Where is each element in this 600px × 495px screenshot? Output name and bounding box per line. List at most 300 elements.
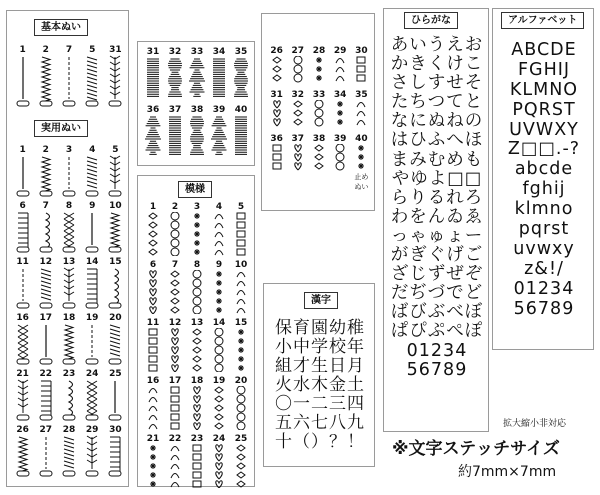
alphabet-row: 56789 bbox=[513, 298, 575, 319]
jitsuyo-stitch-glyph bbox=[60, 435, 78, 477]
moyo-stitch-number: 6 bbox=[149, 260, 157, 270]
moyo-stitch-6 bbox=[142, 260, 164, 314]
decor-stitch-number: 32 bbox=[168, 47, 182, 57]
kihon-stitch-7 bbox=[57, 45, 80, 107]
kihon-title: 基本ぬい bbox=[34, 19, 88, 36]
jitsuyo-stitch-number: 16 bbox=[16, 313, 29, 323]
hiragana-row: らりるれろ bbox=[390, 187, 484, 208]
mini-stitch-panel bbox=[261, 13, 375, 211]
jitsuyo-stitch-13 bbox=[57, 257, 80, 309]
mini-stitch-glyph bbox=[290, 56, 306, 84]
kihon-stitch-number: 1 bbox=[19, 45, 26, 55]
decor-stitch-34 bbox=[208, 47, 230, 99]
jitsuyo-stitch-12 bbox=[34, 257, 57, 309]
moyo-stitch-number: 8 bbox=[193, 260, 201, 270]
moyo-stitch-number: 18 bbox=[190, 376, 204, 386]
decor-stitch-31 bbox=[142, 47, 164, 99]
decor-stitch-number: 40 bbox=[234, 105, 248, 115]
jitsuyo-stitch-30 bbox=[104, 425, 127, 477]
decor-stitch-38 bbox=[186, 105, 208, 157]
moyo-stitch-9 bbox=[208, 260, 230, 314]
moyo-stitch-glyph bbox=[210, 328, 228, 372]
jitsuyo-stitch-glyph bbox=[37, 155, 55, 197]
hiragana-row: 56789 bbox=[406, 359, 468, 380]
jitsuyo-stitch-24 bbox=[81, 369, 104, 421]
decor-stitch-glyph bbox=[144, 57, 162, 99]
jitsuyo-stitch-glyph bbox=[14, 155, 32, 197]
kihon-stitch-number: 5 bbox=[89, 45, 96, 55]
mini-stitch-glyph bbox=[353, 56, 369, 84]
hiragana-row: さしすせそ bbox=[390, 73, 484, 94]
hiragana-panel bbox=[383, 8, 489, 432]
alphabet-panel bbox=[492, 8, 594, 350]
moyo-stitch-glyph bbox=[166, 270, 184, 314]
jitsuyo-stitch-glyph bbox=[106, 211, 124, 253]
alphabet-row: abcde bbox=[514, 159, 574, 180]
stop-stitch-label: 止め ぬい bbox=[354, 173, 369, 191]
moyo-stitch-5 bbox=[230, 202, 252, 256]
hiragana-row: ざじずぜぞ bbox=[390, 264, 484, 285]
hiragana-row: っゃゅょー bbox=[390, 225, 484, 246]
alphabet-row: 01234 bbox=[513, 278, 575, 299]
jitsuyo-stitch-glyph bbox=[37, 211, 55, 253]
hiragana-row: わをんゐゑ bbox=[390, 206, 484, 227]
kanji-row: 火水木金土 bbox=[275, 375, 365, 395]
kanji-row: 保育園幼稚 bbox=[275, 318, 365, 338]
jitsuyo-stitch-glyph bbox=[60, 211, 78, 253]
moyo-stitch-glyph bbox=[232, 444, 250, 488]
jitsuyo-grid bbox=[11, 145, 127, 477]
jitsuyo-stitch-number: 22 bbox=[39, 369, 53, 379]
decor-stitch-glyph bbox=[166, 115, 184, 157]
decor-stitch-number: 31 bbox=[146, 47, 160, 57]
moyo-stitch-glyph bbox=[144, 328, 162, 372]
mini-stitch-glyph bbox=[353, 144, 369, 172]
moyo-stitch-glyph bbox=[166, 212, 184, 256]
jitsuyo-stitch-number: 1 bbox=[19, 145, 26, 155]
moyo-stitch-number: 11 bbox=[146, 318, 160, 328]
moyo-stitch-number: 24 bbox=[212, 434, 226, 444]
mini-stitch-37 bbox=[287, 134, 308, 192]
moyo-stitch-number: 2 bbox=[171, 202, 179, 212]
jitsuyo-stitch-21 bbox=[11, 369, 34, 421]
moyo-stitch-glyph bbox=[232, 386, 250, 430]
alphabet-title: アルファベット bbox=[501, 12, 584, 29]
jitsuyo-stitch-glyph bbox=[83, 155, 101, 197]
jitsuyo-stitch-number: 12 bbox=[39, 257, 53, 267]
mini-stitch-36 bbox=[266, 134, 287, 192]
decor-stitch-number: 34 bbox=[212, 47, 226, 57]
jitsuyo-stitch-glyph bbox=[14, 267, 32, 309]
decor-top-panel bbox=[137, 41, 255, 166]
jitsuyo-stitch-glyph bbox=[37, 323, 55, 365]
mini-stitch-number: 33 bbox=[312, 90, 326, 100]
jitsuyo-stitch-number: 25 bbox=[109, 369, 122, 379]
jitsuyo-stitch-glyph bbox=[60, 155, 78, 197]
jitsuyo-stitch-5 bbox=[104, 145, 127, 197]
alphabet-row: pqrst bbox=[518, 219, 570, 240]
moyo-stitch-17 bbox=[164, 376, 186, 430]
decor-stitch-number: 37 bbox=[168, 105, 182, 115]
moyo-stitch-glyph bbox=[210, 212, 228, 256]
char-stitch-size-note: ※文字ステッチサイズ bbox=[392, 439, 560, 459]
kanji-row: 〇一二三四 bbox=[275, 394, 365, 414]
moyo-stitch-glyph bbox=[144, 212, 162, 256]
alphabet-row: z&!/ bbox=[524, 258, 564, 279]
moyo-stitch-number: 3 bbox=[193, 202, 201, 212]
jitsuyo-stitch-11 bbox=[11, 257, 34, 309]
hiragana-row: ばびぶべぼ bbox=[390, 302, 484, 323]
mini-stitch-33 bbox=[308, 90, 329, 128]
kihon-stitch-glyph bbox=[83, 55, 101, 107]
moyo-stitch-glyph bbox=[232, 328, 250, 372]
jitsuyo-stitch-number: 27 bbox=[39, 425, 53, 435]
moyo-stitch-3 bbox=[186, 202, 208, 256]
jitsuyo-stitch-number: 11 bbox=[16, 257, 29, 267]
decor-stitch-glyph bbox=[232, 115, 250, 157]
mini-stitch-40 bbox=[351, 134, 372, 192]
moyo-stitch-number: 21 bbox=[146, 434, 160, 444]
jitsuyo-stitch-number: 10 bbox=[109, 201, 122, 211]
mini-stitch-glyph bbox=[269, 144, 285, 172]
jitsuyo-stitch-4 bbox=[81, 145, 104, 197]
kihon-stitch-number: 2 bbox=[42, 45, 49, 55]
jitsuyo-stitch-glyph bbox=[37, 435, 55, 477]
mini-grid bbox=[266, 46, 372, 192]
char-size-value: 約7mm×7mm bbox=[458, 464, 557, 480]
mini-stitch-number: 32 bbox=[291, 90, 305, 100]
alphabet-row: PQRST bbox=[512, 99, 576, 120]
mini-stitch-27 bbox=[287, 46, 308, 84]
mini-stitch-34 bbox=[330, 90, 351, 128]
mini-stitch-39 bbox=[330, 134, 351, 192]
mini-stitch-number: 38 bbox=[312, 134, 326, 144]
jitsuyo-stitch-glyph bbox=[14, 323, 32, 365]
moyo-stitch-number: 20 bbox=[234, 376, 248, 386]
jitsuyo-stitch-number: 9 bbox=[89, 201, 96, 211]
moyo-stitch-12 bbox=[164, 318, 186, 372]
mini-stitch-35 bbox=[351, 90, 372, 128]
mini-stitch-26 bbox=[266, 46, 287, 84]
alphabet-grid bbox=[499, 42, 589, 318]
hiragana-row: がぎぐげご bbox=[390, 245, 484, 266]
jitsuyo-stitch-glyph bbox=[106, 323, 124, 365]
mini-stitch-38 bbox=[308, 134, 329, 192]
moyo-stitch-glyph bbox=[210, 444, 228, 488]
kanji-row: 組才生日月 bbox=[275, 356, 365, 376]
mini-stitch-number: 34 bbox=[333, 90, 347, 100]
jitsuyo-stitch-26 bbox=[11, 425, 34, 477]
jitsuyo-stitch-27 bbox=[34, 425, 57, 477]
moyo-stitch-number: 12 bbox=[168, 318, 182, 328]
mini-stitch-glyph bbox=[290, 100, 306, 128]
alphabet-row: UVWXY bbox=[509, 119, 579, 140]
moyo-stitch-number: 13 bbox=[190, 318, 204, 328]
jitsuyo-stitch-23 bbox=[57, 369, 80, 421]
moyo-stitch-1 bbox=[142, 202, 164, 256]
mini-stitch-glyph bbox=[332, 56, 348, 84]
kihon-stitch-glyph bbox=[60, 55, 78, 107]
moyo-stitch-10 bbox=[230, 260, 252, 314]
moyo-stitch-glyph bbox=[166, 386, 184, 430]
mini-stitch-31 bbox=[266, 90, 287, 128]
jitsuyo-stitch-glyph bbox=[83, 267, 101, 309]
decor-stitch-35 bbox=[230, 47, 252, 99]
jitsuyo-stitch-number: 19 bbox=[85, 313, 99, 323]
decor-stitch-glyph bbox=[188, 57, 206, 99]
moyo-stitch-16 bbox=[142, 376, 164, 430]
hiragana-row: はひふへほ bbox=[390, 130, 484, 151]
jitsuyo-stitch-glyph bbox=[14, 435, 32, 477]
jitsuyo-stitch-19 bbox=[81, 313, 104, 365]
moyo-stitch-number: 16 bbox=[146, 376, 160, 386]
jitsuyo-stitch-15 bbox=[104, 257, 127, 309]
jitsuyo-stitch-number: 15 bbox=[109, 257, 122, 267]
moyo-stitch-glyph bbox=[210, 386, 228, 430]
jitsuyo-stitch-number: 2 bbox=[42, 145, 49, 155]
decor-stitch-number: 33 bbox=[190, 47, 204, 57]
kihon-stitch-2 bbox=[34, 45, 57, 107]
jitsuyo-stitch-28 bbox=[57, 425, 80, 477]
jitsuyo-stitch-number: 7 bbox=[42, 201, 49, 211]
moyo-stitch-number: 23 bbox=[190, 434, 204, 444]
kihon-stitch-number: 7 bbox=[65, 45, 73, 55]
hiragana-row: たちつてと bbox=[390, 92, 484, 113]
hiragana-grid bbox=[388, 37, 486, 379]
jitsuyo-stitch-1 bbox=[11, 145, 34, 197]
moyo-stitch-14 bbox=[208, 318, 230, 372]
mini-stitch-glyph bbox=[269, 100, 285, 128]
alphabet-row: uvwxy bbox=[513, 238, 575, 259]
moyo-stitch-number: 14 bbox=[212, 318, 226, 328]
mini-stitch-number: 31 bbox=[270, 90, 283, 100]
hiragana-row: まみむめも bbox=[390, 149, 484, 170]
mini-stitch-number: 29 bbox=[333, 46, 347, 56]
jitsuyo-title: 実用ぬい bbox=[34, 120, 88, 137]
decor-stitch-39 bbox=[208, 105, 230, 157]
jitsuyo-stitch-number: 26 bbox=[16, 425, 29, 435]
jitsuyo-stitch-18 bbox=[57, 313, 80, 365]
mini-stitch-number: 30 bbox=[355, 46, 368, 56]
jitsuyo-stitch-glyph bbox=[60, 267, 78, 309]
alphabet-row: FGHIJ bbox=[517, 59, 571, 80]
jitsuyo-stitch-glyph bbox=[83, 211, 101, 253]
mini-stitch-glyph bbox=[332, 144, 348, 172]
jitsuyo-stitch-7 bbox=[34, 201, 57, 253]
jitsuyo-stitch-14 bbox=[81, 257, 104, 309]
moyo-stitch-13 bbox=[186, 318, 208, 372]
hiragana-row: かきくけこ bbox=[390, 54, 484, 75]
decor-stitch-glyph bbox=[232, 57, 250, 99]
mini-stitch-number: 37 bbox=[291, 134, 305, 144]
decor-stitch-glyph bbox=[210, 115, 228, 157]
kihon-stitch-glyph bbox=[37, 55, 55, 107]
jitsuyo-stitch-glyph bbox=[60, 323, 78, 365]
mini-stitch-glyph bbox=[311, 100, 327, 128]
moyo-stitch-7 bbox=[164, 260, 186, 314]
decor-stitch-number: 35 bbox=[234, 47, 248, 57]
mini-stitch-28 bbox=[308, 46, 329, 84]
jitsuyo-stitch-8 bbox=[57, 201, 80, 253]
jitsuyo-stitch-glyph bbox=[106, 379, 124, 421]
moyo-stitch-number: 4 bbox=[215, 202, 223, 212]
moyo-stitch-23 bbox=[186, 434, 208, 488]
mini-stitch-glyph bbox=[311, 144, 327, 172]
kanji-panel bbox=[263, 283, 375, 467]
decor-stitch-number: 39 bbox=[212, 105, 226, 115]
utility-stitch-panel bbox=[6, 10, 129, 487]
moyo-stitch-number: 17 bbox=[168, 376, 182, 386]
moyo-stitch-15 bbox=[230, 318, 252, 372]
hiragana-row: あいうえお bbox=[390, 35, 484, 55]
moyo-stitch-8 bbox=[186, 260, 208, 314]
moyo-panel bbox=[137, 175, 255, 487]
jitsuyo-stitch-number: 5 bbox=[112, 145, 119, 155]
moyo-stitch-number: 1 bbox=[149, 202, 157, 212]
jitsuyo-stitch-glyph bbox=[106, 155, 124, 197]
moyo-stitch-4 bbox=[208, 202, 230, 256]
alphabet-row: Z□□.-? bbox=[507, 139, 581, 160]
hiragana-row: 01234 bbox=[406, 340, 468, 361]
mini-stitch-number: 40 bbox=[355, 134, 368, 144]
kanji-row: 十（）？！ bbox=[275, 432, 365, 452]
jitsuyo-stitch-number: 28 bbox=[62, 425, 76, 435]
decor-stitch-glyph bbox=[188, 115, 206, 157]
moyo-stitch-glyph bbox=[144, 444, 162, 488]
mini-stitch-32 bbox=[287, 90, 308, 128]
moyo-stitch-glyph bbox=[188, 328, 206, 372]
decor-stitch-37 bbox=[164, 105, 186, 157]
moyo-title: 模様 bbox=[178, 181, 212, 198]
moyo-stitch-glyph bbox=[188, 444, 206, 488]
alphabet-row: ABCDE bbox=[511, 40, 577, 60]
hiragana-row: やゆよ□□ bbox=[391, 168, 483, 189]
moyo-stitch-number: 5 bbox=[237, 202, 245, 212]
moyo-stitch-glyph bbox=[144, 270, 162, 314]
moyo-stitch-25 bbox=[230, 434, 252, 488]
jitsuyo-stitch-number: 17 bbox=[39, 313, 53, 323]
jitsuyo-stitch-glyph bbox=[83, 435, 101, 477]
mini-stitch-number: 35 bbox=[355, 90, 368, 100]
moyo-stitch-number: 10 bbox=[234, 260, 248, 270]
moyo-stitch-glyph bbox=[232, 270, 250, 314]
jitsuyo-stitch-number: 29 bbox=[85, 425, 99, 435]
decor-stitch-32 bbox=[164, 47, 186, 99]
kihon-stitch-5 bbox=[81, 45, 104, 107]
jitsuyo-stitch-number: 21 bbox=[16, 369, 29, 379]
jitsuyo-stitch-22 bbox=[34, 369, 57, 421]
mini-stitch-29 bbox=[330, 46, 351, 84]
moyo-stitch-number: 19 bbox=[212, 376, 226, 386]
jitsuyo-stitch-number: 24 bbox=[85, 369, 99, 379]
decor-top-grid bbox=[142, 47, 252, 157]
moyo-stitch-glyph bbox=[188, 212, 206, 256]
jitsuyo-stitch-20 bbox=[104, 313, 127, 365]
moyo-stitch-24 bbox=[208, 434, 230, 488]
moyo-stitch-number: 25 bbox=[234, 434, 248, 444]
kihon-stitch-glyph bbox=[106, 55, 124, 107]
decor-stitch-36 bbox=[142, 105, 164, 157]
moyo-stitch-number: 22 bbox=[168, 434, 182, 444]
jitsuyo-stitch-number: 8 bbox=[65, 201, 73, 211]
moyo-stitch-glyph bbox=[144, 386, 162, 430]
moyo-stitch-number: 7 bbox=[171, 260, 179, 270]
jitsuyo-stitch-9 bbox=[81, 201, 104, 253]
moyo-stitch-glyph bbox=[188, 386, 206, 430]
jitsuyo-stitch-glyph bbox=[106, 267, 124, 309]
decor-stitch-glyph bbox=[166, 57, 184, 99]
mini-stitch-glyph bbox=[269, 56, 285, 84]
jitsuyo-stitch-number: 20 bbox=[109, 313, 122, 323]
jitsuyo-stitch-glyph bbox=[14, 211, 32, 253]
jitsuyo-stitch-glyph bbox=[83, 379, 101, 421]
jitsuyo-stitch-6 bbox=[11, 201, 34, 253]
jitsuyo-stitch-glyph bbox=[60, 379, 78, 421]
jitsuyo-stitch-glyph bbox=[106, 435, 124, 477]
decor-stitch-40 bbox=[230, 105, 252, 157]
jitsuyo-stitch-glyph bbox=[14, 379, 32, 421]
mini-stitch-number: 26 bbox=[270, 46, 283, 56]
mini-stitch-glyph bbox=[353, 100, 369, 128]
moyo-stitch-glyph bbox=[166, 328, 184, 372]
moyo-stitch-18 bbox=[186, 376, 208, 430]
jitsuyo-stitch-16 bbox=[11, 313, 34, 365]
mini-stitch-number: 28 bbox=[312, 46, 326, 56]
jitsuyo-stitch-number: 23 bbox=[62, 369, 76, 379]
jitsuyo-stitch-25 bbox=[104, 369, 127, 421]
jitsuyo-stitch-number: 13 bbox=[62, 257, 76, 267]
jitsuyo-stitch-glyph bbox=[37, 267, 55, 309]
jitsuyo-stitch-number: 14 bbox=[85, 257, 99, 267]
jitsuyo-stitch-17 bbox=[34, 313, 57, 365]
kihon-stitch-1 bbox=[11, 45, 34, 107]
moyo-stitch-21 bbox=[142, 434, 164, 488]
hiragana-row: なにぬねの bbox=[390, 111, 484, 132]
mini-stitch-glyph bbox=[290, 144, 306, 172]
moyo-grid bbox=[142, 202, 252, 488]
moyo-stitch-22 bbox=[164, 434, 186, 488]
mini-stitch-glyph bbox=[332, 100, 348, 128]
jitsuyo-stitch-glyph bbox=[83, 323, 101, 365]
alphabet-row: KLMNO bbox=[509, 79, 579, 100]
jitsuyo-stitch-2 bbox=[34, 145, 57, 197]
moyo-stitch-11 bbox=[142, 318, 164, 372]
kanji-title: 漢字 bbox=[304, 292, 338, 309]
moyo-stitch-19 bbox=[208, 376, 230, 430]
mini-stitch-number: 39 bbox=[333, 134, 347, 144]
moyo-stitch-20 bbox=[230, 376, 252, 430]
kanji-grid bbox=[270, 320, 370, 451]
decor-stitch-glyph bbox=[144, 115, 162, 157]
decor-stitch-number: 36 bbox=[146, 105, 160, 115]
jitsuyo-stitch-number: 6 bbox=[19, 201, 26, 211]
alphabet-row: klmno bbox=[514, 199, 574, 220]
no-resize-note: 拡大縮小非対応 bbox=[503, 419, 567, 429]
kihon-grid bbox=[11, 45, 127, 107]
hiragana-row: ぱぴぷぺぽ bbox=[390, 321, 484, 342]
hiragana-row: だぢづでど bbox=[390, 283, 484, 304]
jitsuyo-stitch-3 bbox=[57, 145, 80, 197]
kihon-stitch-31 bbox=[104, 45, 127, 107]
moyo-stitch-glyph bbox=[232, 212, 250, 256]
jitsuyo-stitch-number: 3 bbox=[65, 145, 73, 155]
mini-stitch-number: 27 bbox=[291, 46, 305, 56]
moyo-stitch-glyph bbox=[166, 444, 184, 488]
jitsuyo-stitch-number: 30 bbox=[109, 425, 122, 435]
alphabet-row: fghij bbox=[522, 179, 566, 200]
kihon-stitch-glyph bbox=[14, 55, 32, 107]
mini-stitch-glyph bbox=[311, 56, 327, 84]
